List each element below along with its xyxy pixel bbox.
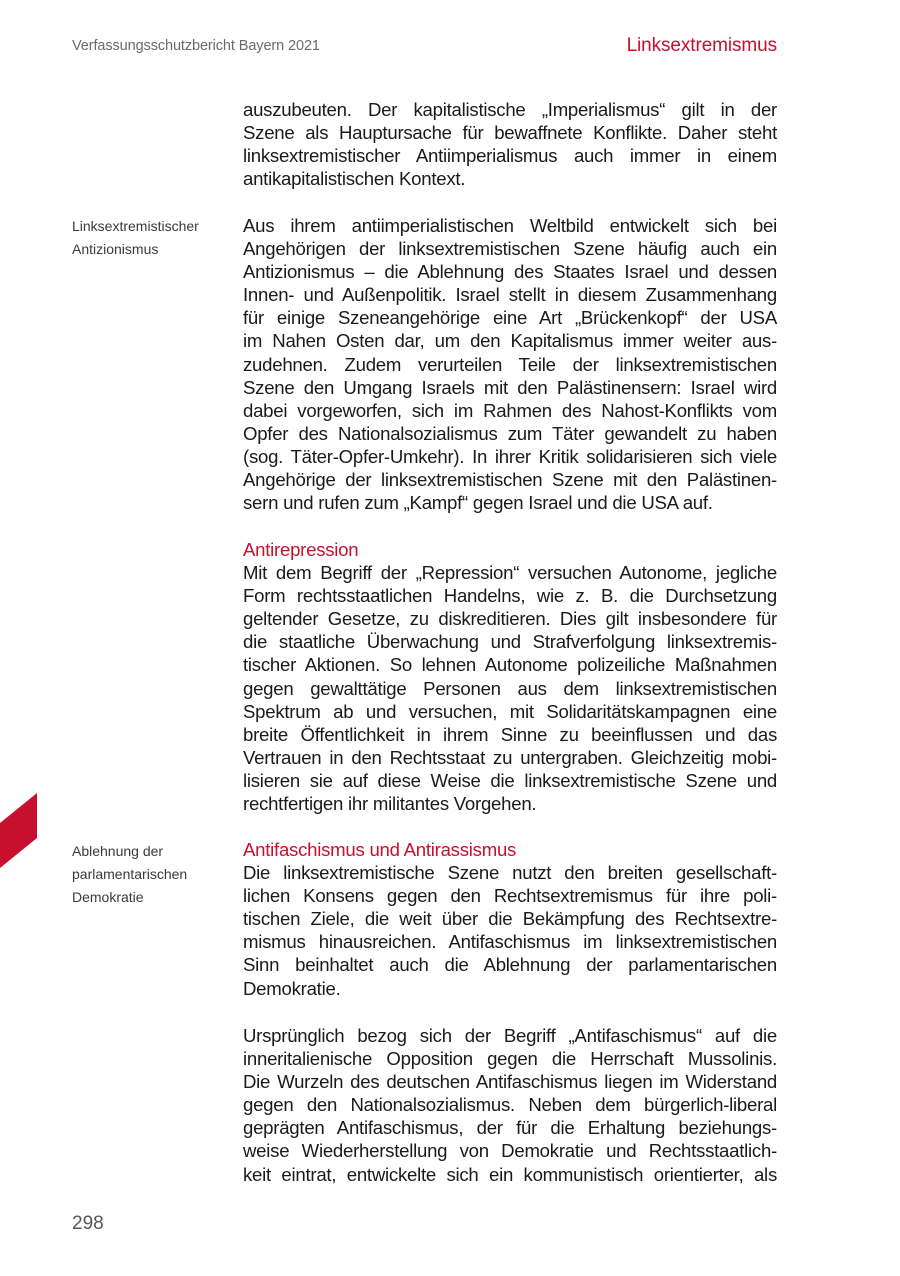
text-line: tischen Ziele, die weit über die Bekämpfung des Rechtsextre- bbox=[243, 908, 777, 930]
text-line: geltender Gesetze, zu diskreditieren. Dies gilt insbesondere für bbox=[243, 608, 777, 630]
text-line: (sog. Täter-Opfer-Umkehr). In ihrer Kritik solidarisieren sich viele bbox=[243, 445, 777, 467]
text-line: Antizionismus – die Ablehnung des Staates Israel und dessen bbox=[243, 261, 777, 283]
margin-note-line: Demokratie bbox=[72, 889, 144, 905]
text-line: antikapitalistischen Kontext. bbox=[243, 168, 466, 190]
text-line: im Nahen Osten dar, um den Kapitalismus immer weiter aus- bbox=[243, 330, 777, 352]
text-line: linksextremistischer Antiimperialismus auch immer in einem bbox=[243, 145, 777, 167]
text-line: für einige Szeneangehörige eine Art „Brückenkopf“ der USA bbox=[243, 307, 777, 329]
paragraph-intro bbox=[243, 98, 777, 190]
text-line: Die Wurzeln des deutschen Antifaschismus liegen im Widerstand bbox=[243, 1071, 777, 1093]
margin-note-line: Linksextremistischer bbox=[72, 218, 199, 234]
page-number: 298 bbox=[72, 1213, 104, 1234]
text-line: mismus hinausreichen. Antifaschismus im linksextremistischen bbox=[243, 931, 777, 953]
running-header-publication: Verfassungsschutzbericht Bayern 2021 bbox=[72, 38, 320, 54]
section-heading-antifaschismus: Antifaschismus und Antirassismus bbox=[243, 839, 517, 860]
text-line: keit eintrat, entwickelte sich ein kommunistisch orientierter, als bbox=[243, 1163, 777, 1185]
chapter-tab-marker bbox=[0, 793, 37, 868]
margin-note-line: Antizionismus bbox=[72, 241, 159, 257]
text-line: Angehörigen der linksextremistischen Szene häufig auch ein bbox=[243, 238, 777, 260]
margin-note-line: Ablehnung der bbox=[72, 843, 164, 859]
text-line: gegen den Nationalsozialismus. Neben dem bürgerlich-liberal bbox=[243, 1094, 777, 1116]
text-line: breite Öffentlichkeit in ihrem Sinne zu beeinflussen und das bbox=[243, 723, 777, 745]
text-line: gegen gewalttätige Personen aus dem linksextremistischen bbox=[243, 677, 777, 699]
text-line: sern und rufen zum „Kampf“ gegen Israel und die USA auf. bbox=[243, 492, 713, 514]
text-line: Demokratie. bbox=[243, 977, 341, 999]
text-line: die staatliche Überwachung und Strafverfolgung linksextremis- bbox=[243, 631, 777, 653]
text-line: rechtfertigen ihr militantes Vorgehen. bbox=[243, 793, 537, 815]
paragraph-antizionismus bbox=[243, 214, 777, 514]
paragraph-ursprung-antifaschismus bbox=[243, 1024, 777, 1186]
text-line: auszubeuten. Der kapitalistische „Imperialismus“ gilt in der bbox=[243, 99, 777, 120]
text-line: Angehörige der linksextremistischen Szene mit den Palästinen- bbox=[243, 469, 777, 491]
text-line: Aus ihrem antiimperialistischen Weltbild entwickelt sich bei bbox=[243, 215, 777, 236]
margin-note-line: parlamentarischen bbox=[72, 866, 188, 882]
text-line: tischer Aktionen. So lehnen Autonome polizeiliche Maßnahmen bbox=[243, 654, 777, 676]
text-line: Die linksextremistische Szene nutzt den breiten gesellschaft- bbox=[243, 862, 777, 884]
text-line: Mit dem Begriff der „Repression“ versuchen Autonome, jegliche bbox=[243, 562, 777, 584]
section-heading-antirepression: Antirepression bbox=[243, 539, 359, 560]
section-antifaschismus bbox=[243, 838, 777, 1000]
text-line: Sinn beinhaltet auch die Ablehnung der parlamentarischen bbox=[243, 954, 777, 976]
text-line: Vertrauen in den Rechtsstaat zu untergraben. Gleichzeitig mobi- bbox=[243, 746, 777, 768]
margin-note-antizionismus bbox=[72, 215, 232, 261]
text-line: Innen- und Außenpolitik. Israel stellt in diesem Zusammenhang bbox=[243, 284, 777, 306]
text-line: Opfer des Nationalsozialismus zum Täter gewandelt zu haben bbox=[243, 422, 777, 444]
text-line: geprägten Antifaschismus, der für die Erhaltung beziehungs- bbox=[243, 1117, 777, 1139]
text-line: Szene den Umgang Israels mit den Palästinensern: Israel wird bbox=[243, 376, 777, 398]
margin-note-ablehnung-demokratie bbox=[72, 840, 232, 909]
text-line: Form rechtsstaatlichen Handelns, wie z. B. die Durchsetzung bbox=[243, 585, 777, 607]
text-line: lisieren sie auf diese Weise die linksextremistische Szene und bbox=[243, 769, 777, 791]
text-line: dabei vorgeworfen, sich im Rahmen des Nahost-Konflikts vom bbox=[243, 399, 777, 421]
text-line: Spektrum ab und versuchen, mit Solidaritätskampagnen eine bbox=[243, 700, 777, 722]
text-line: zudehnen. Zudem verurteilen Teile der linksextremistischen bbox=[243, 353, 777, 375]
text-line: Szene als Hauptursache für bewaffnete Konflikte. Daher steht bbox=[243, 122, 777, 144]
text-line: weise Wiederherstellung von Demokratie und Rechtsstaatlich- bbox=[243, 1140, 777, 1162]
text-line: Ursprünglich bezog sich der Begriff „Antifaschismus“ auf die bbox=[243, 1025, 777, 1046]
running-header-chapter: Linksextremismus bbox=[626, 35, 777, 56]
text-line: lichen Konsens gegen den Rechtsextremismus für ihre poli- bbox=[243, 885, 777, 907]
text-line: inneritalienische Opposition gegen die Herrschaft Mussolinis. bbox=[243, 1048, 777, 1070]
section-antirepression bbox=[243, 538, 777, 815]
